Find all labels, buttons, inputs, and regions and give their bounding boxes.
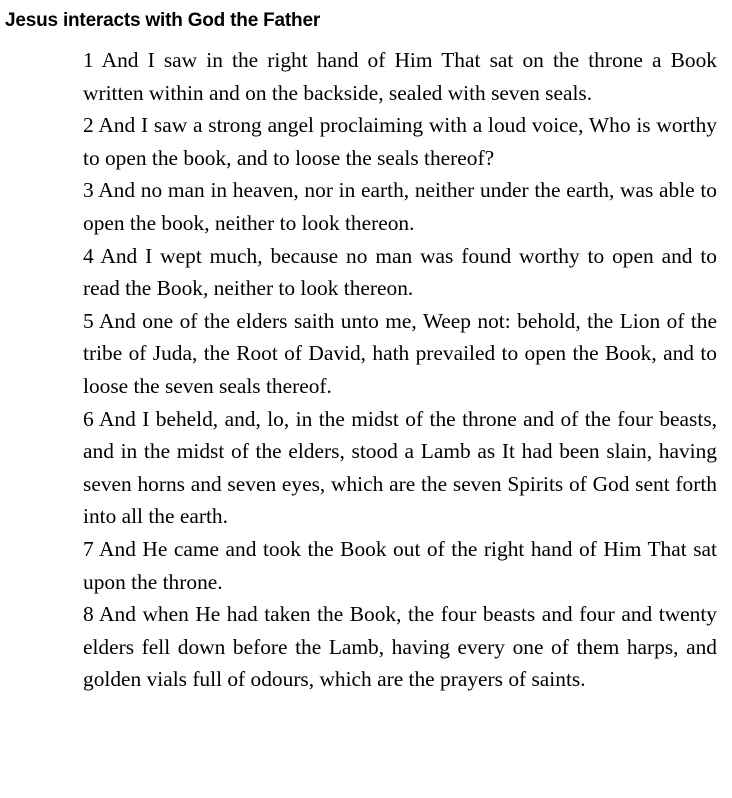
verse-1: 1 And I saw in the right hand of Him That sat on the throne a Book written within and on the backside, sealed with seven seals. xyxy=(83,48,717,105)
section-heading: Jesus interacts with God the Father xyxy=(5,10,321,31)
verse-list xyxy=(83,44,717,696)
verse-8: 8 And when He had taken the Book, the four beasts and four and twenty elders fell down before the Lamb, having every one of them harps, and golden vials full of odours, which are the prayers of saints. xyxy=(83,602,717,692)
verse-5: 5 And one of the elders saith unto me, Weep not: behold, the Lion of the tribe of Juda, the Root of David, hath prevailed to open the Book, and to loose the seven seals thereof. xyxy=(83,308,717,398)
verse-6: 6 And I beheld, and, lo, in the midst of the throne and of the four beasts, and in the midst of the elders, stood a Lamb as It had been slain, having seven horns and seven eyes, which are the seven Spirits of God sent forth into all the earth. xyxy=(83,406,717,529)
verse-3: 3 And no man in heaven, nor in earth, neither under the earth, was able to open the book, neither to look thereon. xyxy=(83,178,717,235)
verse-2: 2 And I saw a strong angel proclaiming with a loud voice, Who is worthy to open the book, and to loose the seals thereof? xyxy=(83,113,717,170)
verse-7: 7 And He came and took the Book out of the right hand of Him That sat upon the throne. xyxy=(83,536,717,594)
verse-4: 4 And I wept much, because no man was found worthy to open and to read the Book, neither to look thereon. xyxy=(83,243,717,301)
